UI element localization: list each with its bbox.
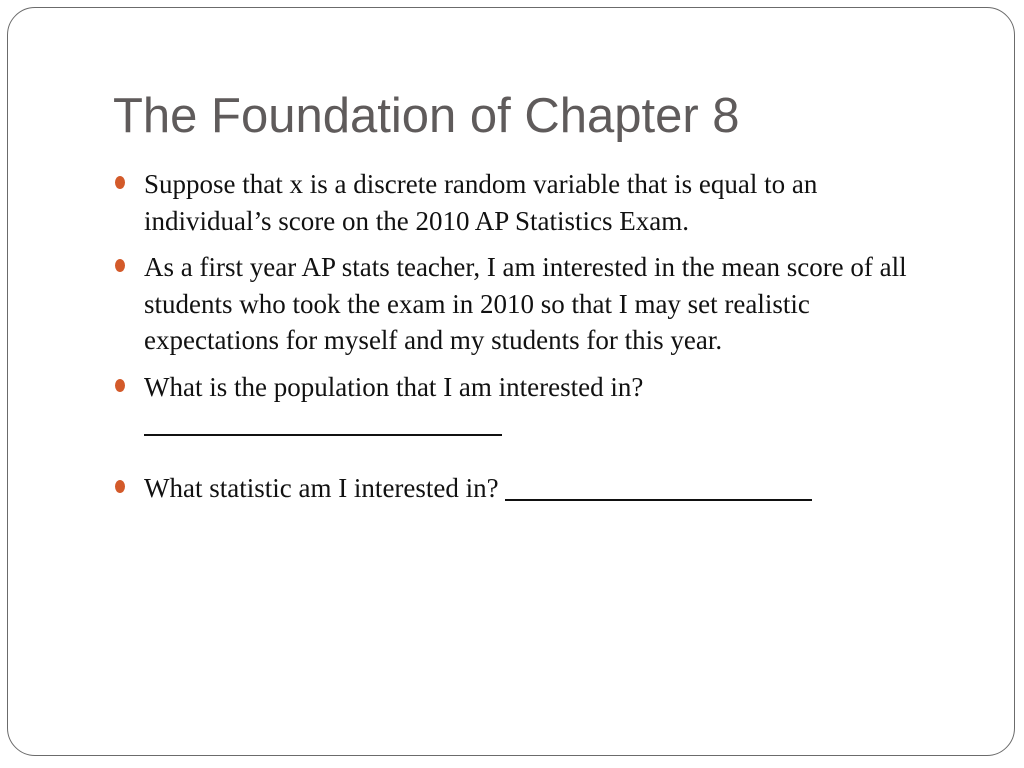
bullet-text: Suppose that x is a discrete random variable that is equal to an individual’s score on the 2010 AP Statistics Exam. <box>144 169 818 236</box>
bullet-dot-icon <box>115 480 125 493</box>
fill-in-blank-line <box>144 406 502 436</box>
bullet-dot-icon <box>115 176 125 189</box>
bullet-list <box>113 166 943 516</box>
fill-in-blank-line <box>505 471 812 501</box>
bullet-item-4 <box>113 470 943 507</box>
bullet-dot-icon <box>115 379 125 392</box>
bullet-item-1 <box>113 166 943 239</box>
bullet-dot-icon <box>115 259 125 272</box>
slide-title: The Foundation of Chapter 8 <box>113 89 740 143</box>
bullet-item-2 <box>113 249 943 359</box>
bullet-text: What statistic am I interested in? <box>144 472 506 503</box>
bullet-text: As a first year AP stats teacher, I am interested in the mean score of all students who took the exam in 2010 so that I may set realistic expectations for myself and my students for this year. <box>144 252 907 355</box>
bullet-text: What is the population that I am interested in? <box>144 371 644 402</box>
bullet-item-3 <box>113 369 943 442</box>
